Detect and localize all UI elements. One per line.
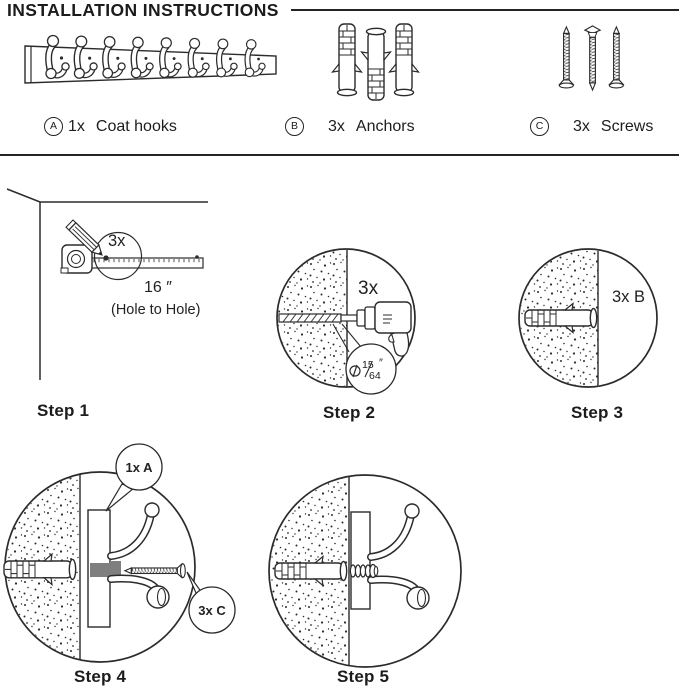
screw-head-coils	[350, 565, 377, 578]
distance-label: 16 ″	[144, 279, 172, 296]
callout-screws	[187, 572, 235, 633]
pencil-mark-dot	[103, 255, 108, 260]
bit-denominator: 64	[369, 370, 381, 382]
mark-count: 3x	[108, 232, 126, 250]
bit-unit: ″	[379, 357, 383, 369]
bit-numerator: 15	[362, 359, 374, 371]
board-hole-spacer	[90, 563, 110, 577]
step5-label: Step 5	[337, 667, 390, 686]
title-rule	[291, 9, 679, 11]
callout-screws-text: 3x C	[198, 603, 226, 618]
step2-illustration	[263, 238, 453, 400]
anchor-annotation: 3x B	[612, 288, 646, 306]
step1-illustration	[5, 180, 220, 425]
screws-illustration	[548, 16, 638, 100]
step3-illustration	[513, 243, 673, 395]
page-title: INSTALLATION INSTRUCTIONS	[7, 0, 279, 20]
part-letter-badge: A	[44, 117, 63, 136]
part-name: Anchors	[355, 117, 415, 135]
step2-label: Step 2	[323, 403, 376, 422]
part-letter-badge: B	[285, 117, 304, 136]
callout-rack-text: 1x A	[125, 460, 153, 475]
part-name: Screws	[600, 117, 654, 135]
part-letter-badge: C	[530, 117, 549, 136]
part-label-coat-hooks	[44, 117, 177, 136]
part-label-anchors	[285, 117, 415, 136]
second-mark-dot	[195, 255, 199, 259]
distance-note: (Hole to Hole)	[111, 302, 201, 318]
step1-label: Step 1	[37, 401, 90, 420]
step3-label: Step 3	[571, 403, 624, 422]
part-qty: 3x	[328, 117, 345, 135]
anchors-illustration	[330, 14, 426, 110]
tape-measure	[61, 245, 203, 273]
part-qty: 3x	[573, 117, 590, 135]
part-name: Coat hooks	[95, 117, 177, 135]
wall-corner	[7, 189, 208, 380]
section-divider	[0, 154, 679, 156]
step5-illustration	[261, 466, 471, 682]
coat-rack-illustration	[22, 30, 280, 96]
part-label-screws	[530, 117, 653, 136]
step4-label: Step 4	[74, 667, 127, 686]
hole-count: 3x	[358, 278, 379, 299]
part-qty: 1x	[68, 117, 85, 135]
step4-illustration	[0, 441, 245, 681]
rack-board	[351, 512, 370, 609]
